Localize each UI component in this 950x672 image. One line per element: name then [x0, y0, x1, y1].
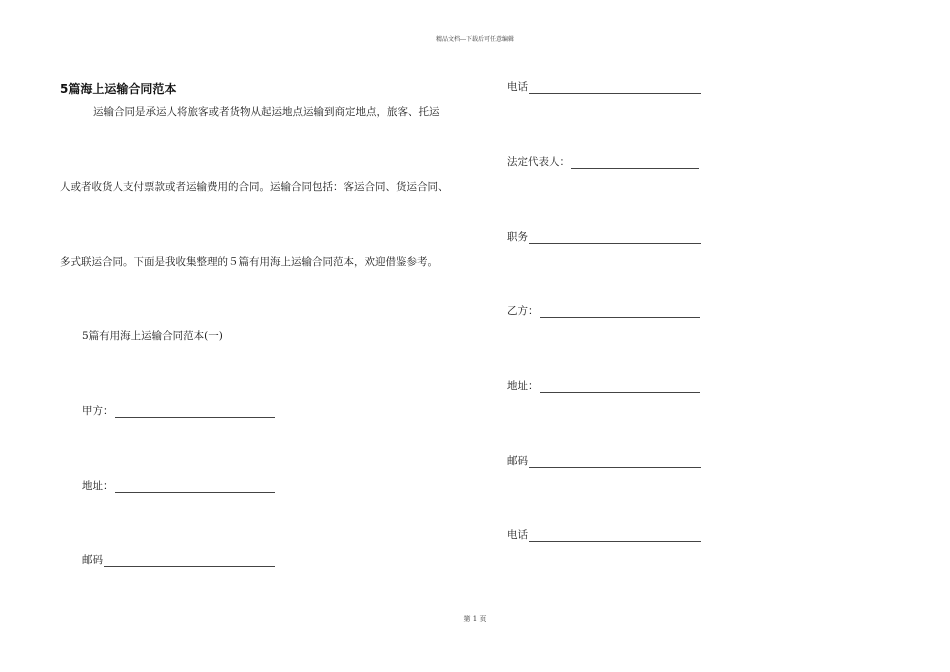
party-a-blank[interactable] — [115, 408, 275, 418]
party-a-field — [82, 404, 275, 418]
document-title: 5篇海上运输合同范本 — [60, 82, 177, 96]
party-a-address-field — [82, 479, 275, 493]
position-label: 职务 — [507, 231, 528, 243]
party-b-address-field — [507, 379, 700, 393]
legal-representative-field — [507, 155, 699, 169]
intro-line-1: 运输合同是承运人将旅客或者货物从起运地点运输到商定地点，旅客、托运 — [93, 106, 440, 118]
party-b-postcode-blank[interactable] — [529, 458, 701, 468]
party-a-phone-blank[interactable] — [529, 84, 701, 94]
party-b-field — [507, 304, 700, 318]
legal-representative-blank[interactable] — [571, 159, 699, 169]
party-b-phone-field — [507, 528, 701, 542]
party-b-label: 乙方： — [507, 305, 539, 317]
party-b-address-label: 地址： — [507, 380, 539, 392]
legal-representative-label: 法定代表人： — [507, 156, 570, 168]
position-blank[interactable] — [529, 234, 701, 244]
party-a-address-label: 地址： — [82, 480, 114, 492]
party-b-postcode-label: 邮码 — [507, 455, 528, 467]
party-a-postcode-blank[interactable] — [104, 557, 275, 567]
party-b-phone-label: 电话 — [507, 529, 528, 541]
party-a-label: 甲方： — [82, 405, 114, 417]
party-b-phone-blank[interactable] — [529, 532, 701, 542]
contract-subtitle: 5篇有用海上运输合同范本(一) — [82, 330, 223, 342]
party-b-postcode-field — [507, 454, 701, 468]
page-number: 第 1 页 — [463, 615, 487, 623]
party-a-address-blank[interactable] — [115, 483, 275, 493]
party-a-phone-field — [507, 80, 701, 94]
party-b-blank[interactable] — [540, 308, 700, 318]
party-b-address-blank[interactable] — [540, 383, 700, 393]
intro-line-2: 人或者收货人支付票款或者运输费用的合同。运输合同包括：客运合同、货运合同、 — [60, 181, 449, 193]
intro-line-3: 多式联运合同。下面是我收集整理的５篇有用海上运输合同范本，欢迎借鉴参考。 — [60, 256, 438, 268]
position-field — [507, 230, 701, 244]
page-header-note: 精品文档---下载后可任意编辑 — [435, 36, 515, 43]
party-a-phone-label: 电话 — [507, 81, 528, 93]
party-a-postcode-label: 邮码 — [82, 554, 103, 566]
party-a-postcode-field — [82, 553, 275, 567]
